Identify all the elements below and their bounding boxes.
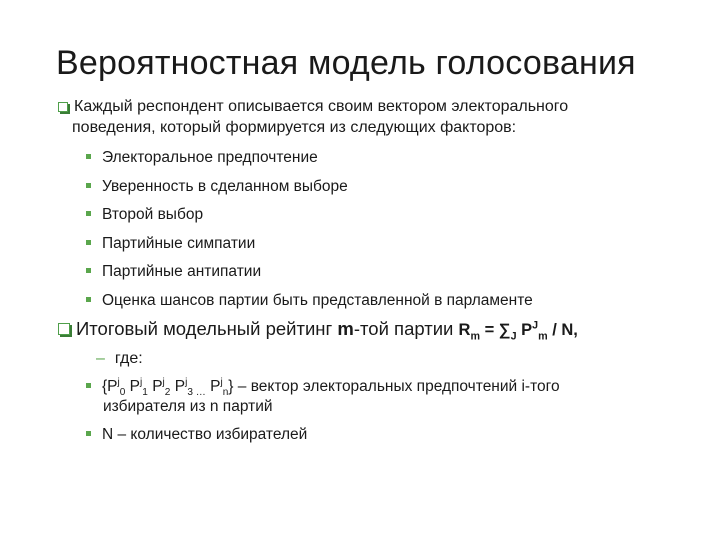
square-bullet-icon [86, 240, 91, 245]
list-item: Электоральное предпочтение [86, 148, 533, 177]
square-bullet-icon [86, 297, 91, 302]
checkbox-icon [58, 323, 70, 335]
list-item: Оценка шансов партии быть представленной в парламенте [86, 291, 533, 320]
factors-list [86, 148, 533, 320]
vector-formula: {$P^j_0$ $P^j_1$ $P^j_2$ $P^j_{3 \dots}$ $P^j_n$} [102, 376, 234, 399]
list-item: Партийные симпатии [86, 234, 533, 263]
rating-paragraph: Итоговый модельный рейтинг m-той партии $R_m = \sum_J$ $P^J_m$ / N, [58, 318, 578, 340]
vector-desc-line-2: избирателя из n партий [103, 398, 273, 415]
list-item: Уверенность в сделанном выборе [86, 177, 533, 206]
definitions-list [86, 376, 560, 446]
square-bullet-icon [86, 211, 91, 216]
where-label: – где: [96, 350, 143, 367]
square-bullet-icon [86, 183, 91, 188]
intro-paragraph [58, 96, 698, 138]
square-bullet-icon [86, 268, 91, 273]
list-item: Партийные антипатии [86, 262, 533, 291]
checkbox-icon [58, 102, 68, 112]
intro-line-1: Каждый респондент описывается своим вектором электорального [74, 98, 569, 115]
square-bullet-icon [86, 154, 91, 159]
square-bullet-icon [86, 383, 91, 388]
square-bullet-icon [86, 431, 91, 436]
rating-formula: $R_m = \sum_J$ $P^J_m$ / N, [458, 319, 578, 343]
list-item: Второй выбор [86, 205, 533, 234]
slide-title: Вероятностная модель голосования [56, 44, 636, 82]
list-item: N – количество избирателей [86, 424, 560, 446]
list-item: {$P^j_0$ $P^j_1$ $P^j_2$ $P^j_{3 \dots}$ $P^j_n$} – вектор электоральных предпочтений i-того избирателя из n партий [86, 376, 560, 418]
intro-line-2: поведения, который формируется из следующих факторов: [72, 119, 517, 136]
